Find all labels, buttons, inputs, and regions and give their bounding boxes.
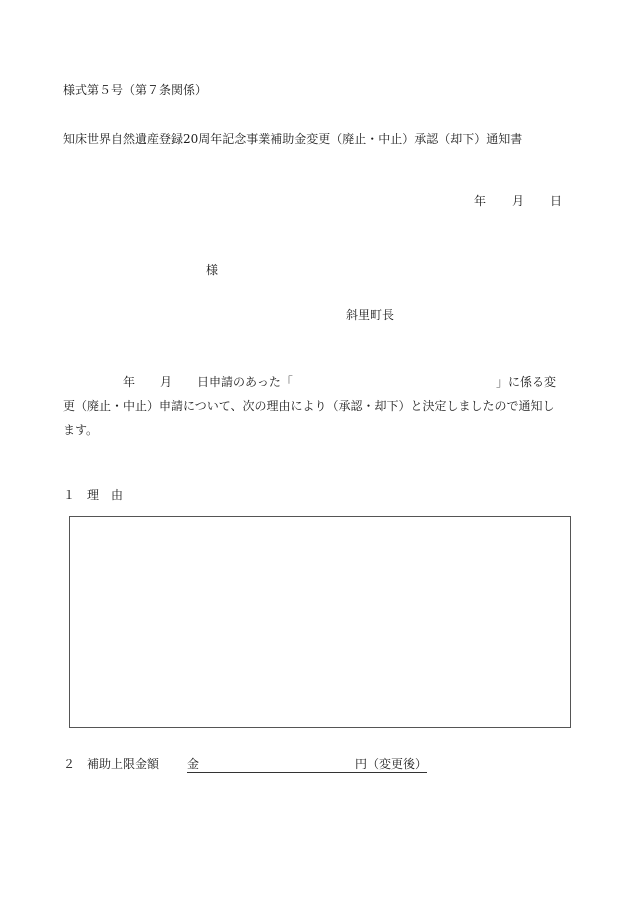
- section-reason-heading: [63, 487, 123, 503]
- body-line-2: 更（廃止・中止）申請について、次の理由により（承認・却下）と決定しましたので通知し: [63, 399, 555, 413]
- amount-prefix: 金: [187, 757, 200, 771]
- section-2-label: 補助上限金額: [87, 757, 160, 771]
- section-amount: [63, 756, 427, 772]
- date-day: 日: [550, 194, 563, 208]
- section-1-number: １: [63, 488, 76, 502]
- section-1-label: 理 由: [87, 488, 124, 502]
- amount-suffix: 円（変更後）: [355, 757, 428, 771]
- section-2-number: ２: [63, 757, 76, 771]
- body-year: 年: [123, 375, 136, 389]
- date-line: [474, 193, 562, 209]
- document-title: 知床世界自然遺産登録20周年記念事業補助金変更（廃止・中止）承認（却下）通知書: [63, 132, 523, 146]
- body-close-text: 」に係る変: [496, 375, 557, 389]
- body-month: 月: [160, 375, 173, 389]
- reason-box: [69, 516, 571, 728]
- body-day-text: 日申請のあった「: [197, 375, 293, 389]
- addressee-suffix: 様: [206, 263, 219, 277]
- date-year: 年: [474, 194, 487, 208]
- amount-field: [187, 757, 427, 773]
- date-month: 月: [512, 194, 525, 208]
- sender-name: 斜里町長: [346, 308, 395, 322]
- form-number: 様式第５号（第７条関係）: [63, 83, 208, 97]
- body-line-3: ます。: [63, 423, 99, 437]
